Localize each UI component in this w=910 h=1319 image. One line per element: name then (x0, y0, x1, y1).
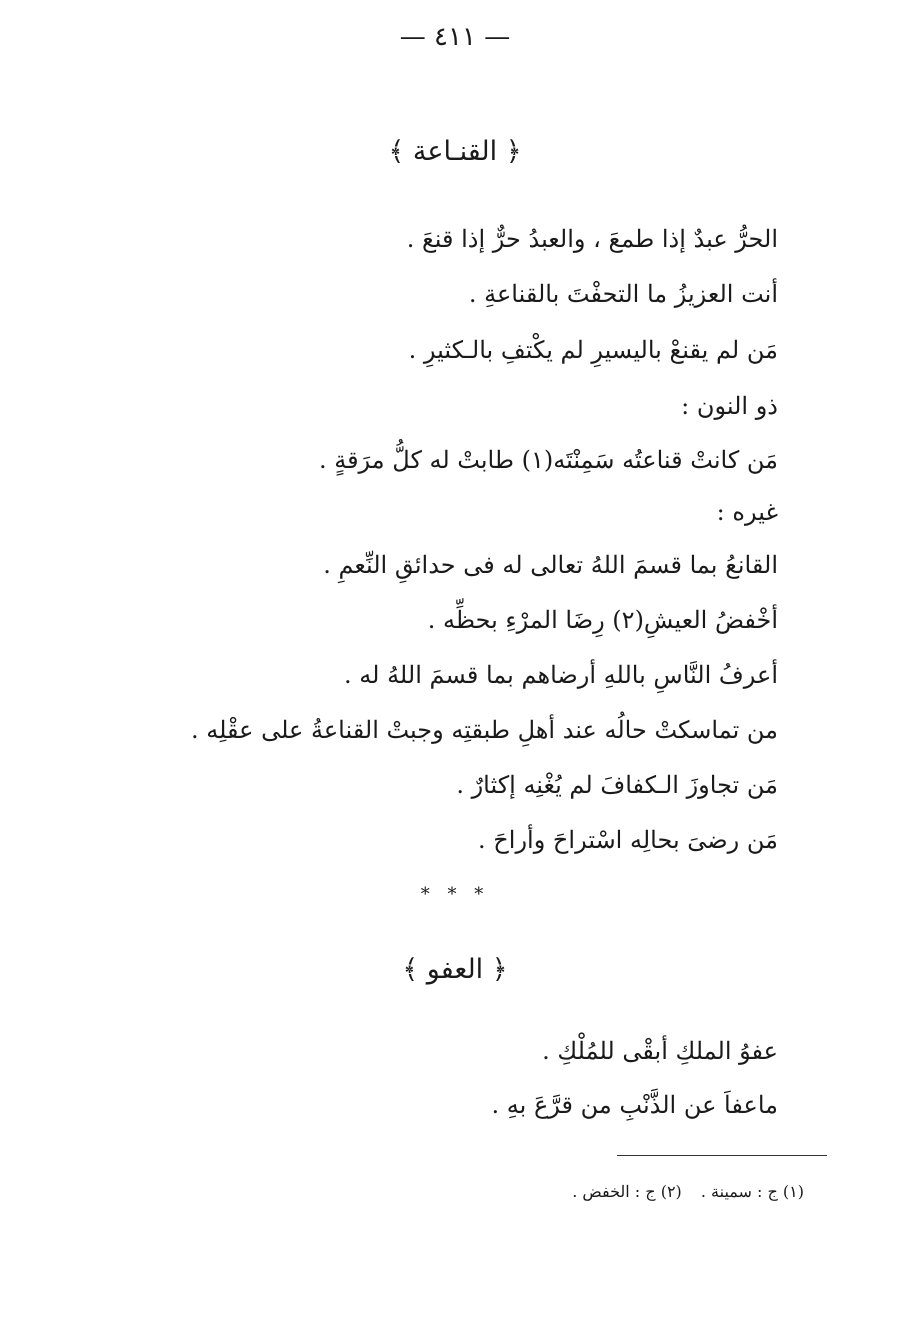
text-line: مَن تجاوزَ الـكفافَ لم يُغْنِه إكثارٌ . (456, 771, 778, 799)
speaker-label: ذو النون : (681, 392, 778, 420)
footnote-divider (617, 1155, 827, 1156)
text-line: مَن رضىَ بحالِه اسْتراحَ وأراحَ . (478, 826, 778, 854)
text-line: أخْفضُ العيشِ(٢) رِضَا المرْءِ بحظِّه . (427, 606, 778, 634)
footnote-1: (١) ج : سمينة . (700, 1182, 804, 1201)
section-separator: * * * (420, 884, 490, 905)
section-title-forgiveness: ﴿ العفو ﴾ (402, 954, 508, 985)
footnote-2: (٢) ج : الخفض . (572, 1182, 682, 1201)
text-line: أنت العزيزُ ما التحفْتَ بالقناعةِ . (468, 280, 778, 308)
text-line: مَن كانتْ قناعتُه سَمِنْتَه(١) طابتْ له كلُّ مرَقةٍ . (318, 446, 778, 474)
speaker-label: غيره : (716, 498, 778, 526)
text-line: ماعفاَ عن الذَّنْبِ من قرَّعَ بهِ . (491, 1091, 778, 1119)
text-line: أعرفُ النَّاسِ باللهِ أرضاهم بما قسمَ اللهُ له . (344, 661, 778, 689)
text-line: من تماسكتْ حالُه عند أهلِ طبقتِه وجبتْ القناعةُ على عقْلِه . (190, 716, 778, 744)
text-line: مَن لم يقنعْ باليسيرِ لم يكْتفِ بالـكثيرِ . (408, 336, 778, 364)
footnotes (558, 1182, 804, 1201)
text-line: القانعُ بما قسمَ اللهُ تعالى له فى حدائقِ النِّعمِ . (323, 551, 778, 579)
text-line: الحرُّ عبدٌ إذا طمعَ ، والعبدُ حرٌّ إذا قنعَ . (406, 225, 778, 253)
section-title-contentment: ﴿ القنـاعة ﴾ (388, 136, 522, 167)
page-number: — ٤١١ — (399, 22, 511, 52)
text-line: عفوُ الملكِ أبقْى للمُلْكِ . (542, 1037, 778, 1065)
